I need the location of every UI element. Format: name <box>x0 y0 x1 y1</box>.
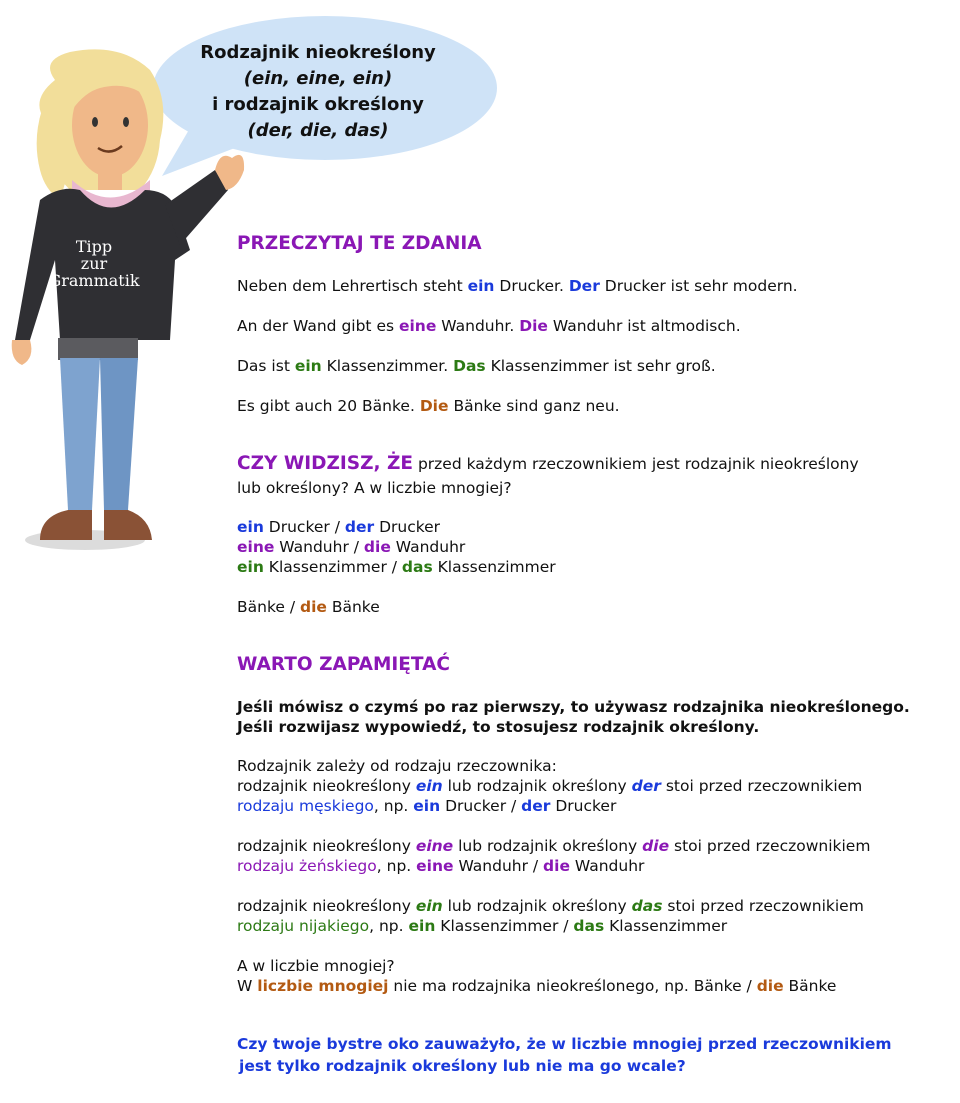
sentence-4: Es gibt auch 20 Bänke. Die Bänke sind ganz neu. <box>237 397 620 415</box>
section2-intro: CZY WIDZISZ, ŻE przed każdym rzeczownikiem jest rodzajnik nieokreślony <box>237 453 859 474</box>
sentence-1: Neben dem Lehrertisch steht ein Drucker. Der Drucker ist sehr modern. <box>237 277 798 295</box>
rule-masculine-2: rodzaju męskiego, np. ein Drucker / der Drucker <box>237 797 617 815</box>
rule-neuter-2: rodzaju nijakiego, np. ein Klassenzimmer / das Klassenzimmer <box>237 917 728 935</box>
rule-masculine-1: rodzajnik nieokreślony ein lub rodzajnik określony der stoi przed rzeczownikiem <box>237 777 863 795</box>
shirt-text: Tipp zur Grammatik <box>48 237 140 290</box>
section3-heading: WARTO ZAPAMIĘTAĆ <box>237 654 451 675</box>
pair-plural: Bänke / die Bänke <box>237 598 380 616</box>
section2-intro-cont: lub określony? A w liczbie mnogiej? <box>237 479 512 497</box>
sentence-3: Das ist ein Klassenzimmer. Das Klassenzimmer ist sehr groß. <box>237 357 716 375</box>
section1-heading: PRZECZYTAJ TE ZDANIA <box>237 233 482 254</box>
bottom-question-2: jest tylko rodzajnik określony lub nie ma go wcale? <box>239 1057 686 1075</box>
rule-feminine-2: rodzaju żeńskiego, np. eine Wanduhr / die Wanduhr <box>237 857 645 875</box>
rule-plural-2: W liczbie mnogiej nie ma rodzajnika nieokreślonego, np. Bänke / die Bänke <box>237 977 837 995</box>
teacher-illustration <box>0 40 250 560</box>
rule-intro: Rodzajnik zależy od rodzaju rzeczownika: <box>237 757 557 775</box>
pair-masculine: ein Drucker / der Drucker <box>237 518 441 536</box>
bottom-question-1: Czy twoje bystre oko zauważyło, że w liczbie mnogiej przed rzeczownikiem <box>237 1035 892 1053</box>
pair-feminine: eine Wanduhr / die Wanduhr <box>237 538 466 556</box>
rule-bold-2: Jeśli rozwijasz wypowiedź, to stosujesz rodzajnik określony. <box>237 718 760 736</box>
sentence-2: An der Wand gibt es eine Wanduhr. Die Wanduhr ist altmodisch. <box>237 317 741 335</box>
rule-neuter-1: rodzajnik nieokreślony ein lub rodzajnik określony das stoi przed rzeczownikiem <box>237 897 864 915</box>
rule-feminine-1: rodzajnik nieokreślony eine lub rodzajnik określony die stoi przed rzeczownikiem <box>237 837 871 855</box>
pair-neuter: ein Klassenzimmer / das Klassenzimmer <box>237 558 556 576</box>
rule-plural-1: A w liczbie mnogiej? <box>237 957 395 975</box>
rule-bold-1: Jeśli mówisz o czymś po raz pierwszy, to używasz rodzajnika nieokreślonego. <box>237 698 910 716</box>
speech-bubble-text: Rodzajnik nieokreślony (ein, eine, ein) i rodzajnik określony (der, die, das) <box>200 42 436 141</box>
